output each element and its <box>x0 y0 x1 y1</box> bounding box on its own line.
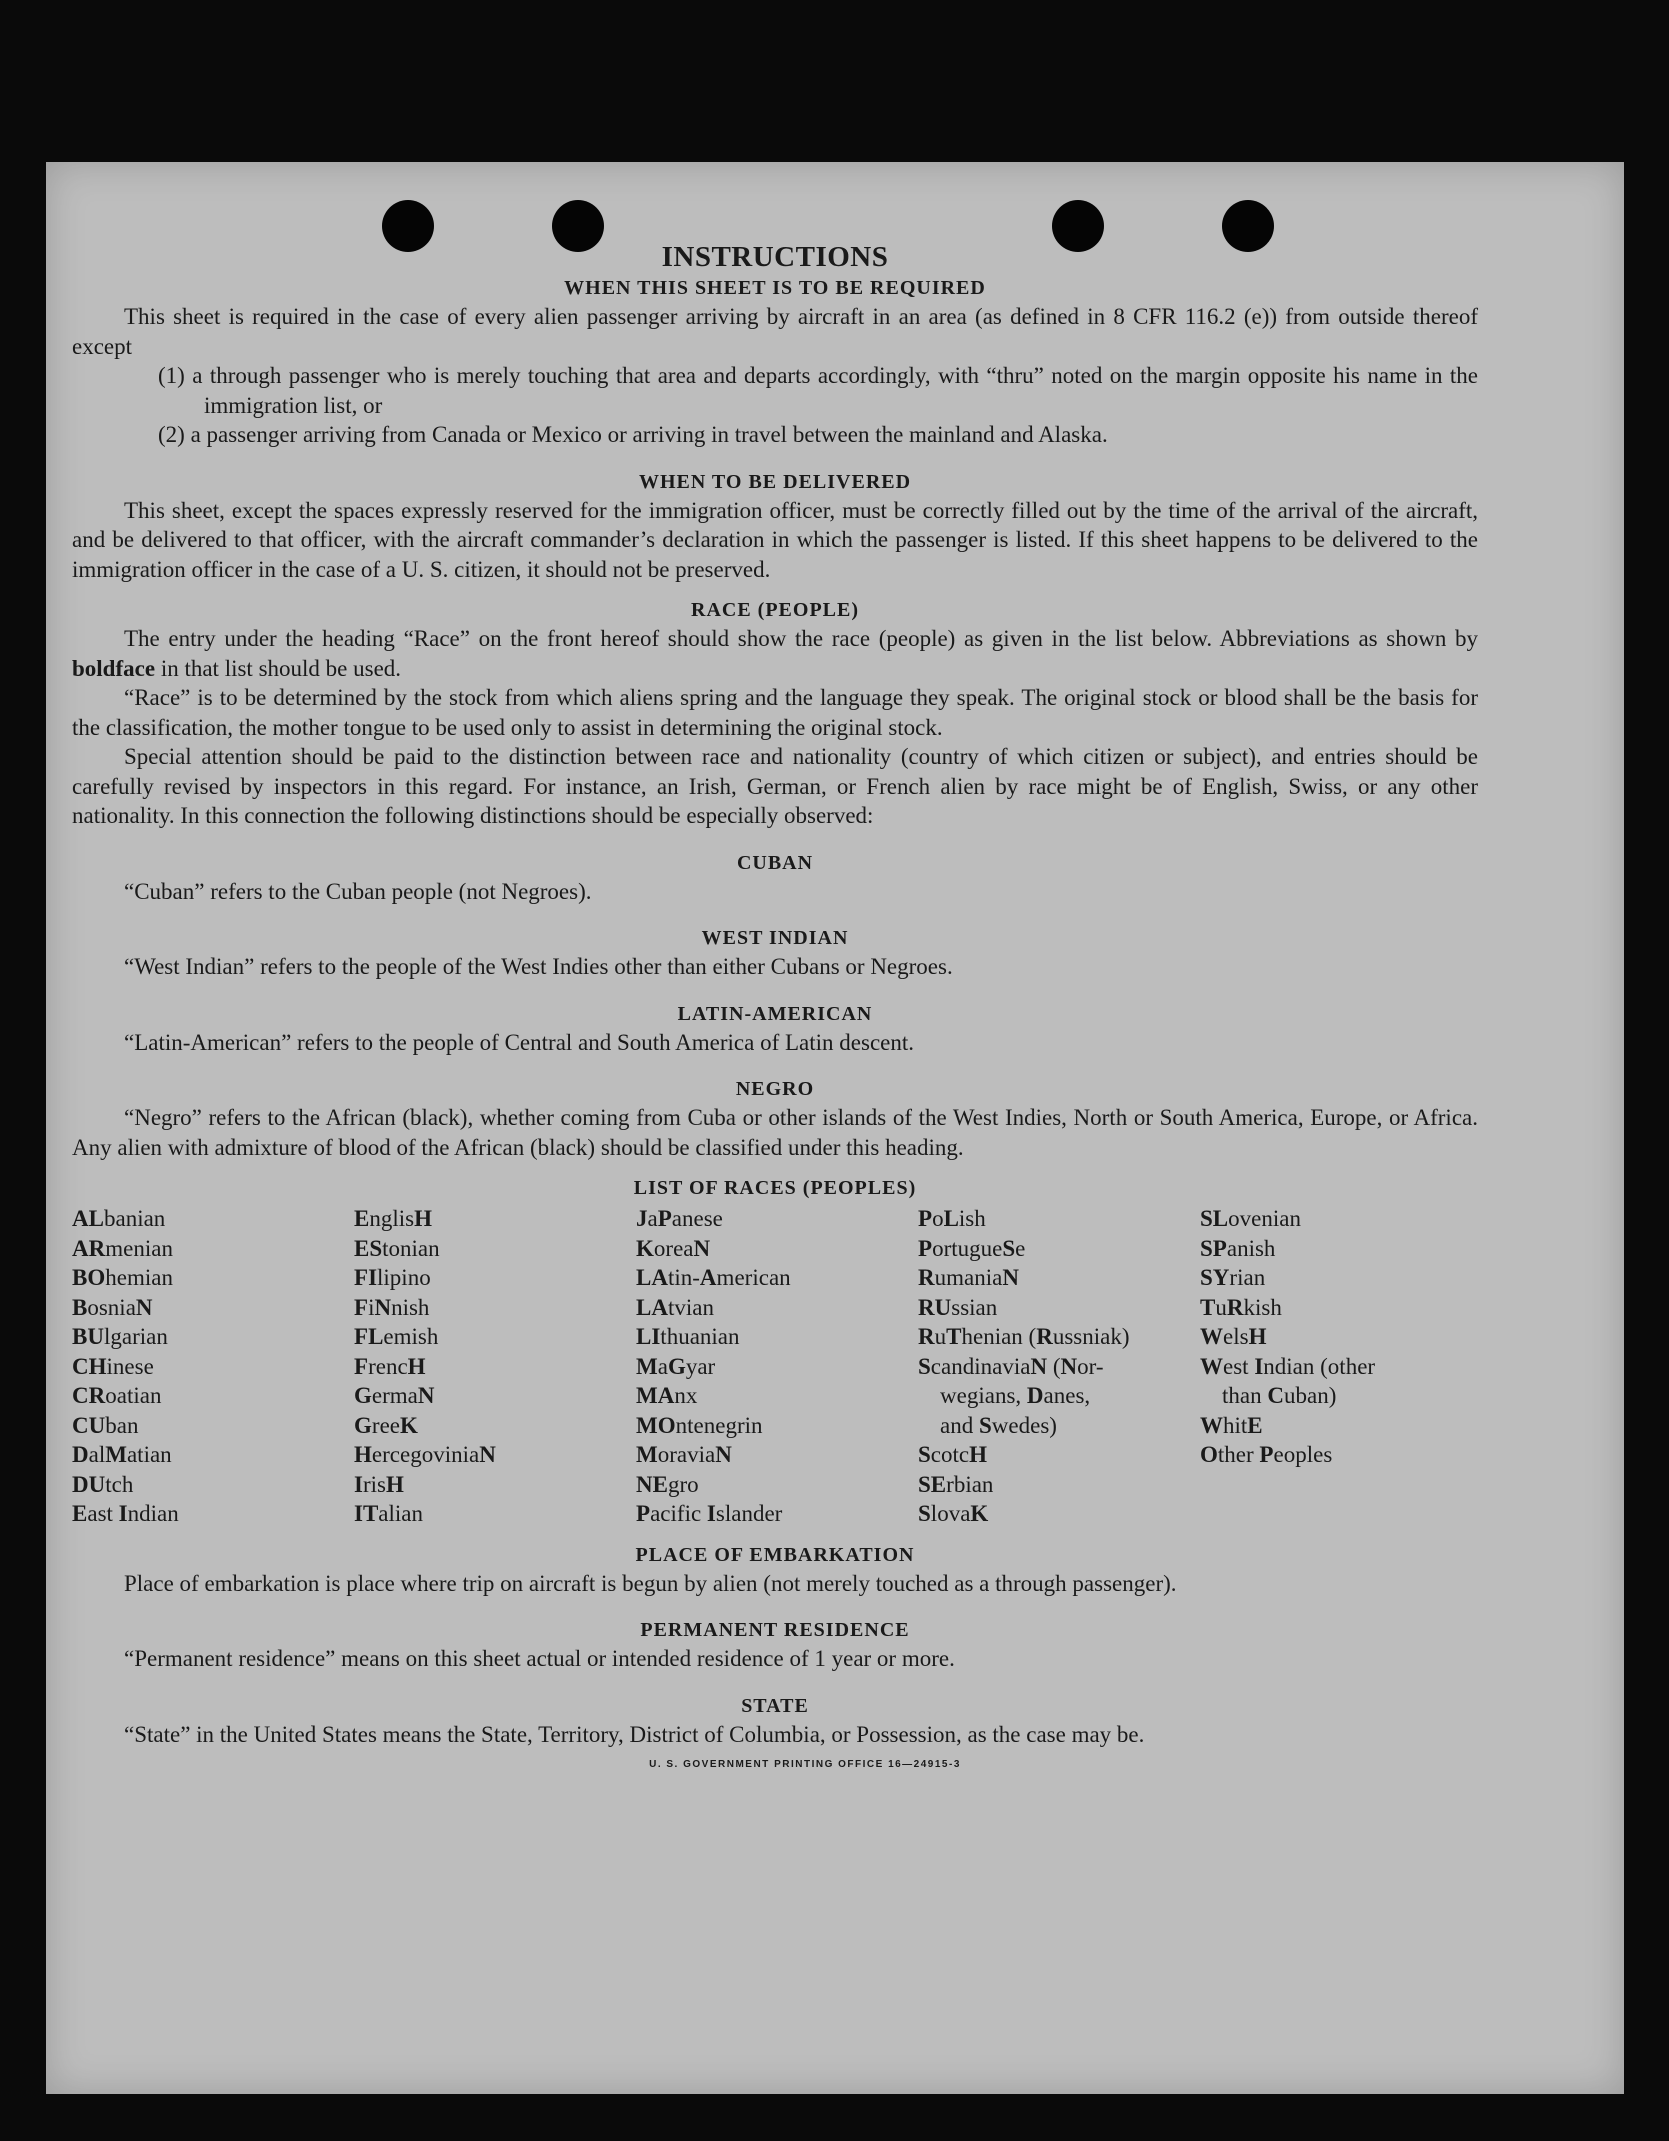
race-column <box>918 1204 1200 1529</box>
race-item: WhitE <box>1200 1412 1263 1438</box>
race-item: LAtin-American <box>636 1265 791 1290</box>
race-item: TuRkish <box>1200 1294 1282 1320</box>
section-heading: WHEN THIS SHEET IS TO BE REQUIRED <box>564 277 986 299</box>
race-item: West Indian (other <box>1200 1353 1376 1379</box>
race-item: RumaniaN <box>918 1265 1019 1290</box>
section-text: “Permanent residence” means on this sheet actual or intended residence of 1 year or more. <box>124 1646 955 1671</box>
race-item: East Indian <box>72 1501 179 1526</box>
race-item: GreeK <box>354 1412 418 1438</box>
race-item: RUssian <box>918 1294 998 1320</box>
race-item: Pacific Islander <box>636 1501 783 1526</box>
race-item: FLemish <box>354 1324 439 1349</box>
section-heading: NEGRO <box>735 1078 815 1100</box>
race-item: MAnx <box>636 1383 698 1408</box>
section-heading: RACE (PEOPLE) <box>691 599 859 621</box>
race-item: LIthuanian <box>636 1324 740 1349</box>
section-heading: WHEN TO BE DELIVERED <box>638 470 912 493</box>
boldface-word: boldface <box>72 655 156 681</box>
race-item: RuThenian (Russniak) <box>918 1324 1130 1349</box>
section-text: “West Indian” refers to the people of the West Indies other than either Cubans or Negroes. <box>124 954 953 979</box>
race-item: ARmenian <box>72 1235 173 1261</box>
section-heading: LIST OF RACES (PEOPLES) <box>633 1177 917 1199</box>
race-item: FrencH <box>354 1353 426 1379</box>
section-text: This sheet is required in the case of every alien passenger arriving by aircraft in an area (as defined in 8 CFR 116.2 (e)) from outside thereof except <box>72 304 1478 359</box>
race-item: FiNnish <box>354 1294 430 1320</box>
race-item: BOhemian <box>72 1265 173 1290</box>
section-text: Special attention should be paid to the distinction between race and nationality (country of which citizen or subject), and entries should be carefully revised by inspectors in this regard. For instance, an Irish, German, or French alien by race might be of English, Swiss, or any other nationality. In this connection the following distinctions should be especially observed: <box>72 744 1478 828</box>
race-item: BUlgarian <box>72 1324 168 1349</box>
race-item: MOntenegrin <box>636 1412 763 1438</box>
race-item: CHinese <box>72 1353 154 1379</box>
race-item: IrisH <box>354 1471 404 1497</box>
race-list <box>72 1204 1478 1529</box>
section-text: “Latin-American” refers to the people of Central and South America of Latin descent. <box>124 1029 914 1055</box>
race-item: ITalian <box>354 1501 424 1526</box>
race-item: SlovaK <box>918 1501 989 1526</box>
race-item: SPanish <box>1200 1235 1276 1261</box>
race-item: CUban <box>72 1412 139 1438</box>
race-item: KoreaN <box>636 1235 711 1261</box>
race-column <box>72 1204 354 1529</box>
section-text: “Negro” refers to the African (black), whether coming from Cuba or other islands of the West Indies, North or South America, Europe, or Africa. Any alien with admixture of blood of the African (black) should be classified under this heading. <box>72 1105 1478 1160</box>
race-item: CRoatian <box>72 1383 162 1408</box>
section-text: “Race” is to be determined by the stock from which aliens spring and the language they speak. The original stock or blood shall be the basis for the classification, the mother tongue to be used only to assist in determining the original stock. <box>72 685 1478 740</box>
section-text: “State” in the United States means the State, Territory, District of Columbia, or Possession, as the case may be. <box>124 1721 1145 1747</box>
race-item: EnglisH <box>354 1206 432 1231</box>
section-heading: STATE <box>741 1694 809 1717</box>
race-item: PoLish <box>918 1206 986 1231</box>
race-item: MoraviaN <box>636 1442 732 1467</box>
race-column <box>354 1204 636 1529</box>
instructions-content <box>72 240 1478 1770</box>
race-item: FIlipino <box>354 1265 431 1290</box>
section-heading: PERMANENT RESIDENCE <box>640 1619 910 1641</box>
race-item: MaGyar <box>636 1353 716 1379</box>
section-text: Place of embarkation is place where trip on aircraft is begun by alien (not merely touched as a through passenger). <box>124 1570 1177 1596</box>
race-item: wegians, Danes, <box>940 1383 1091 1408</box>
race-item: HercegoviniaN <box>354 1442 496 1467</box>
section-heading: CUBAN <box>736 851 814 874</box>
race-item: and Swedes) <box>940 1412 1057 1438</box>
race-item: JaPanese <box>636 1206 723 1231</box>
section-text: “Cuban” refers to the Cuban people (not Negroes). <box>124 878 592 904</box>
race-column <box>636 1204 918 1529</box>
race-item: ScandinaviaN (Nor- <box>918 1353 1104 1379</box>
race-item: PortugueSe <box>918 1235 1026 1261</box>
document-sheet <box>46 162 1624 2094</box>
race-item: WelsH <box>1200 1324 1267 1349</box>
race-item: EStonian <box>354 1235 440 1261</box>
race-item: Other Peoples <box>1200 1442 1333 1467</box>
section-text: The entry under the heading “Race” on the front hereof should show the race (people) as given in the list below. Abbreviations as shown by boldface in that list should be used. <box>72 626 1478 681</box>
race-item: ALbanian <box>72 1206 166 1231</box>
section-text: This sheet, except the spaces expressly reserved for the immigration officer, must be correctly filled out by the time of the arrival of the aircraft, and be delivered to that officer, with the aircraft commander’s declaration in which the passenger is listed. If this sheet happens to be delivered to the immigration officer in the case of a U. S. citizen, it should not be preserved. <box>72 497 1478 582</box>
list-item: (2) a passenger arriving from Canada or Mexico or arriving in travel between the mainland and Alaska. <box>158 422 1108 447</box>
race-item: SLovenian <box>1200 1206 1301 1231</box>
list-item: (1) a through passenger who is merely touching that area and departs accordingly, with “thru” noted on the margin opposite his name in the immigration list, or <box>158 363 1478 418</box>
race-item: BosniaN <box>72 1294 153 1320</box>
race-item: LAtvian <box>636 1294 714 1320</box>
race-item: DUtch <box>72 1471 134 1497</box>
race-item: ScotcH <box>918 1442 988 1467</box>
race-column <box>1200 1204 1478 1529</box>
race-item: NEgro <box>636 1471 699 1497</box>
race-item: than Cuban) <box>1222 1383 1337 1408</box>
race-item: SYrian <box>1200 1265 1266 1290</box>
printing-office-footer: U. S. GOVERNMENT PRINTING OFFICE 16—24915-3 <box>649 1759 961 1770</box>
section-heading: PLACE OF EMBARKATION <box>635 1543 915 1566</box>
race-item: GermaN <box>354 1383 435 1408</box>
section-heading: WEST INDIAN <box>701 927 849 949</box>
race-item: SErbian <box>918 1471 994 1497</box>
section-heading: LATIN-AMERICAN <box>677 1002 873 1025</box>
page-title: INSTRUCTIONS <box>661 241 889 273</box>
race-item: DalMatian <box>72 1442 172 1467</box>
